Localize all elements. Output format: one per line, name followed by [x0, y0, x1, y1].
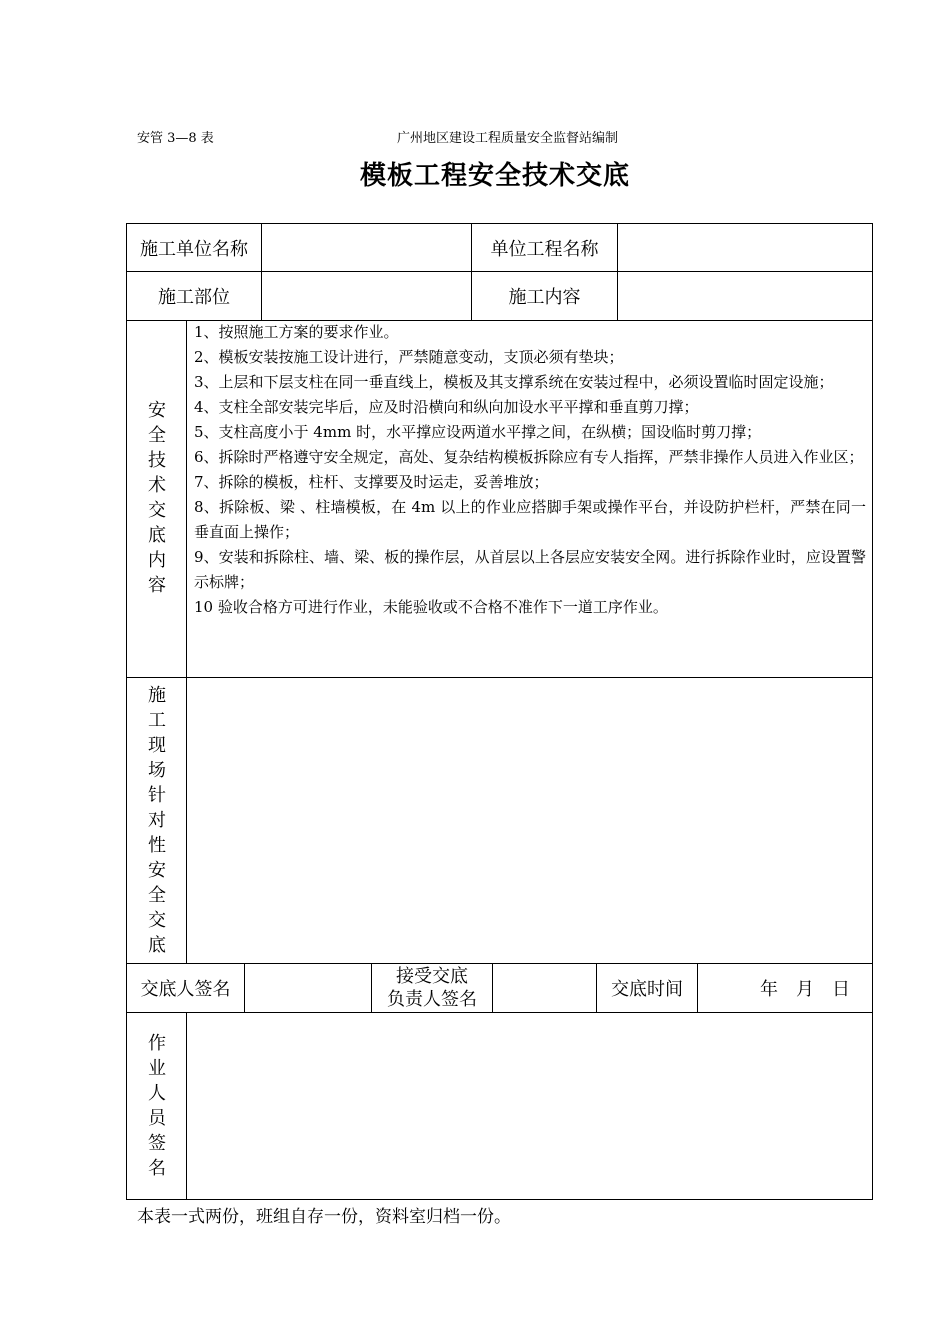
- discloser-signature-field[interactable]: [245, 964, 371, 1012]
- list-item: 10 验收合格方可进行作业，未能验收或不合格不准作下一道工序作业。: [194, 598, 668, 616]
- project-name-label: 单位工程名称: [490, 238, 599, 260]
- workers-signature-field[interactable]: [187, 1013, 872, 1199]
- list-item: 6、拆除时严格遵守安全规定，高处、复杂结构模板拆除应有专人指挥，严禁非操作人员进入作业区；: [194, 448, 864, 466]
- construction-location-field[interactable]: [262, 272, 471, 320]
- safety-items-list: [194, 320, 866, 620]
- construction-unit-label: 施工单位名称: [140, 238, 248, 260]
- workers-signature-label: 作业人员签名: [148, 1033, 166, 1179]
- discloser-signature-label: 交底人签名: [140, 979, 231, 1000]
- list-item: 4、支柱全部安装完毕后，应及时沿横向和纵向加设水平平撑和垂直剪刀撑；: [194, 398, 699, 416]
- construction-content-label: 施工内容: [508, 287, 581, 308]
- construction-content-field[interactable]: [618, 272, 872, 320]
- list-item: 7、拆除的模板，柱杆、支撑要及时运走，妥善堆放；: [194, 473, 549, 491]
- receiver-label-line1: 接受交底: [396, 966, 468, 987]
- list-item: 8、拆除板、梁 、柱墙模板，在 4m 以上的作业应搭脚手架或操作平台，并设防护栏杆，严禁在同一垂直面上操作；: [194, 498, 866, 541]
- list-item: 9、安装和拆除柱、墙、梁、板的操作层，从首层以上各层应安装安全网。进行拆除作业时，应设置警示标牌；: [194, 548, 866, 591]
- safety-content-label: 安全技术交底内容: [148, 400, 166, 596]
- site-specific-field[interactable]: [187, 678, 872, 963]
- list-item: 2、模板安装按施工设计进行，严禁随意变动，支顶必须有垫块；: [194, 348, 624, 366]
- page-title: 模板工程安全技术交底: [359, 161, 630, 191]
- footer-note: 本表一式两份，班组自存一份，资料室归档一份。: [137, 1207, 511, 1227]
- list-item: 3、上层和下层支柱在同一垂直线上，模板及其支撑系统在安装过程中，必须设置临时固定设施；: [194, 373, 834, 391]
- site-specific-label: 施工现场针对性安全交底: [148, 685, 166, 956]
- construction-location-label: 施工部位: [158, 287, 230, 308]
- receiver-label-line2: 负责人签名: [387, 989, 477, 1010]
- disclosure-time-label: 交底时间: [611, 979, 683, 1000]
- form-code: 安管 3—8 表: [137, 131, 214, 146]
- issuer-text: 广州地区建设工程质量安全监督站编制: [397, 131, 619, 146]
- disclosure-date-field[interactable]: 年 月 日: [760, 979, 850, 1000]
- receiver-signature-field[interactable]: [493, 964, 596, 1012]
- project-name-field[interactable]: [618, 224, 872, 271]
- list-item: 5、支柱高度小于 4mm 时，水平撑应设两道水平撑之间，在纵横；国设临时剪刀撑；: [194, 423, 762, 441]
- receiver-signature-label: [372, 964, 492, 1012]
- construction-unit-field[interactable]: [262, 224, 471, 271]
- list-item: 1、按照施工方案的要求作业。: [194, 323, 399, 341]
